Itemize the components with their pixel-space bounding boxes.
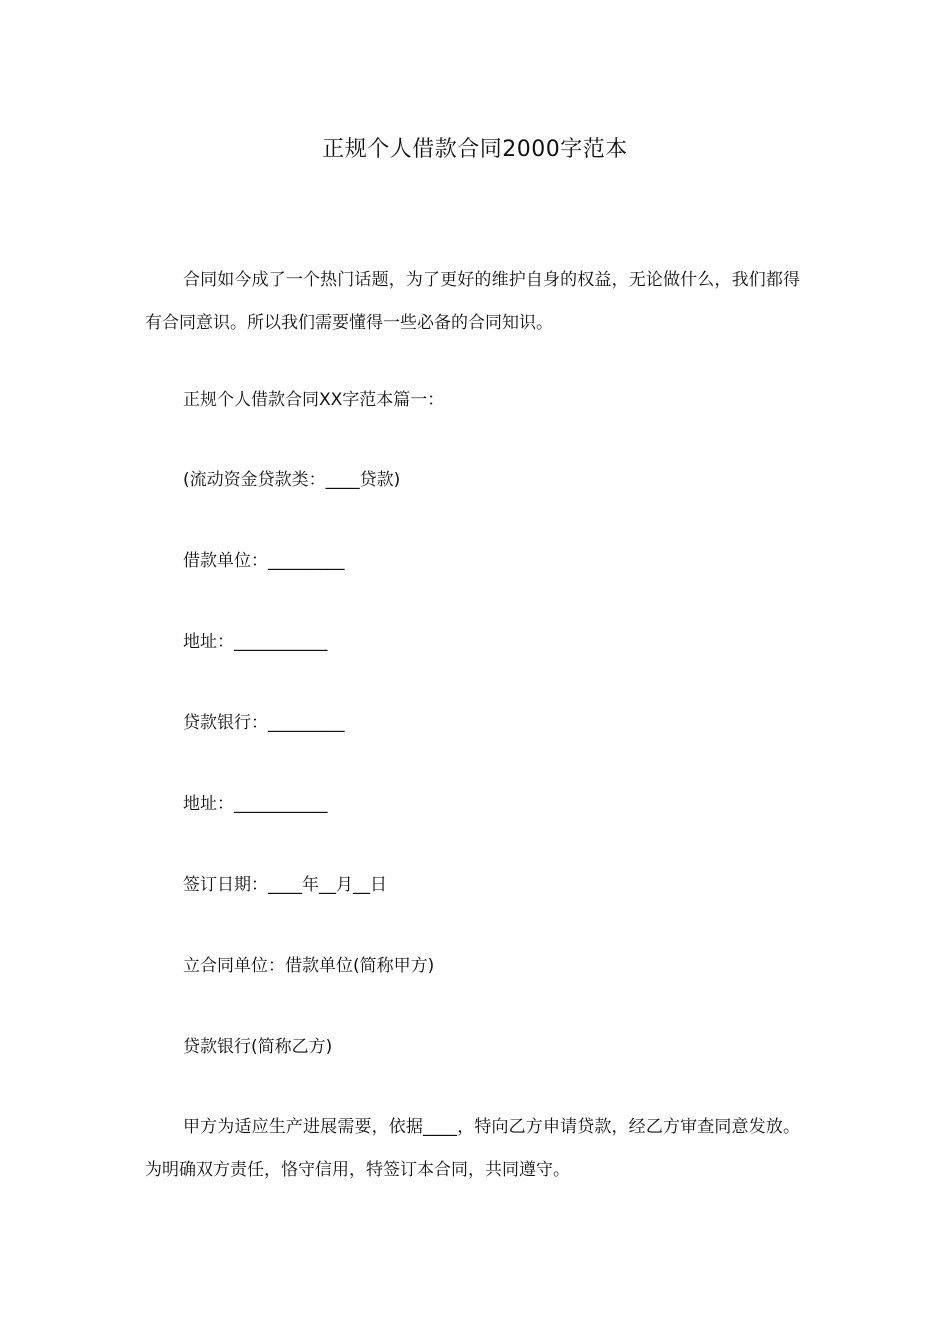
section-heading: 正规个人借款合同XX字范本篇一：: [183, 390, 445, 410]
lender-address-line: 地址：___________: [183, 794, 328, 814]
purpose-paragraph: 甲方为适应生产进展需要，依据____，特向乙方申请贷款，经乙方审查同意发放。为明确双方责任，恪守信用，特签订本合同，共同遵守。: [145, 1117, 800, 1180]
parties-line: 立合同单位：借款单位(简称甲方): [183, 956, 435, 976]
lender-bank-line: 贷款银行：_________: [183, 713, 345, 733]
bank-short-line: 贷款银行(简称乙方): [183, 1037, 333, 1057]
loan-type-line: (流动资金贷款类：____贷款): [183, 470, 401, 490]
borrower-line: 借款单位：_________: [183, 551, 345, 571]
sign-date-line: 签订日期：____年__月__日: [183, 875, 387, 895]
intro-paragraph: 合同如今成了一个热门话题，为了更好的维护自身的权益，无论做什么，我们都得有合同意识。所以我们需要懂得一些必备的合同知识。: [145, 270, 800, 333]
borrower-address-line: 地址：___________: [183, 632, 328, 652]
document-title: 正规个人借款合同2000字范本: [322, 137, 628, 162]
